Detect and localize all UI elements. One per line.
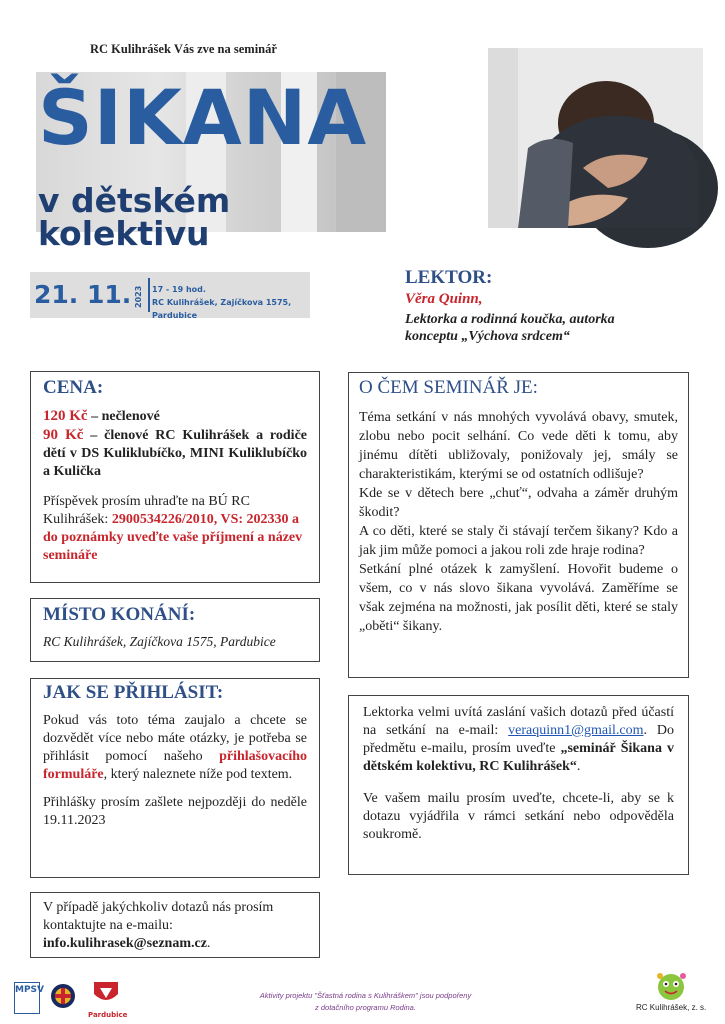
about-box [348,372,689,678]
lektor-questions-box [348,695,689,875]
venue-heading: MÍSTO KONÁNÍ: [43,604,196,625]
about-p4: Setkání plné otázek k zamyšlení. Hovořit budeme o všem, co v nás slovo šikana vyvolává. Zaměříme se však zejména na možnosti, jak posílit děti, které se staly „oběti“ šikany. [359,562,678,634]
venue-address: RC Kulihrášek, Zajíčkova 1575, Pardubice [43,634,276,649]
lektor-email-link[interactable]: veraquinn1@gmail.com [508,723,644,738]
inviter-text: RC Kulihrášek Vás zve na seminář [90,42,277,56]
contact-box [30,892,320,958]
kulihrasek-logo [652,970,690,1002]
about-p3: A co děti, které se staly či stávají terčem šikany? Kdo a jak jim může pomoci a jakou roli zde hraje rodina? [359,524,678,558]
registration-form-link[interactable]: přihlašovacího formuláře [43,749,307,782]
lektor-name: Věra Quinn, [405,291,483,307]
lektor-heading: LEKTOR: [405,267,493,288]
price-member: 90 Kč – členové RC Kulihrášek a rodiče dětí v DS Kuliklubíčko, MINI Kuliklubíčko a Kulička [43,427,307,479]
price-box [30,371,320,583]
pardubice-label: Pardubice [88,1011,128,1019]
price-nonmember: 120 Kč – nečlenové [43,408,160,424]
title-banner [36,72,386,253]
venue-box [30,598,320,662]
event-year: 2023 [134,285,143,308]
questions-text: Lektorka velmi uvítá zaslání vašich dotazů před účastí na setkání na e-mail: veraquinn1@gmail.com. Do předmětu e-mailu, prosím uveďte „seminář Šikana v dětském kolektivu, RC Kulihrášek“. [363,705,674,774]
event-time: 17 - 19 hod. [152,285,206,294]
pardubice-city-logo [88,980,128,1019]
registration-text: Pokud vás toto téma zaujalo a chcete se dozvědět více nebo máte otázky, je potřeba se přihlásit pomocí našeho přihlašovacího formuláře, který naleznete níže pod textem. [43,713,307,782]
event-place: RC Kulihrášek, Zajíčkova 1575, Pardubice [152,298,292,320]
about-p2: Kde se v dětech bere „chuť“, odvaha a záměr druhým škodit? [359,486,678,520]
page-subtitle: v dětském kolektivu [38,181,231,253]
pardubice-region-logo [50,983,76,1009]
about-p1: Téma setkání v nás mnohých vyvolává obavy, smutek, zlobu nebo pocit selhání. Co vede děti k tomu, aby jinému dítěti ubližovaly, ponižovaly jej, smály se charakteristikám, kterými se od ostatních odlišuje? [359,410,678,482]
about-heading: O ČEM SEMINÁŘ JE: [359,377,538,398]
event-date: 21. 11. [34,280,132,309]
hugging-child-photo [488,48,703,228]
payment-info: Příspěvek prosím uhraďte na BÚ RC Kulihrášek: 2900534226/2010, VS: 202330 a do poznámky uveďte vaše příjmení a název semináře [43,494,303,563]
contact-text: V případě jakýchkoliv dotazů nás prosím kontaktujte na e-mailu: info.kulihrasek@seznam.cz. [43,900,274,951]
mpsv-logo: MPSV [14,982,40,1014]
registration-box [30,678,320,878]
page-title: ŠIKANA [38,73,368,162]
contact-email[interactable]: info.kulihrasek@seznam.cz [43,936,207,951]
event-time-place [152,283,310,322]
registration-heading: JAK SE PŘIHLÁSIT: [43,682,224,703]
price-heading: CENA: [43,377,104,398]
org-name: RC Kulihrášek, z. s. [636,1003,707,1012]
footer-note: Aktivity projektu "Šťastná rodina s Kulihráškem" jsou podpořeny z dotačního programu Rodina. [259,991,472,1012]
registration-deadline: Přihlášky prosím zašlete nejpozději do neděle 19.11.2023 [43,795,307,828]
lektor-description: Lektorka a rodinná koučka, autorka konceptu „Výchova srdcem“ [405,312,615,344]
date-bar [30,272,310,318]
questions-p2: Ve vašem mailu prosím uveďte, chcete-li, aby se k dotazu vyjádřila v rámci setkání nebo odpověděla soukromě. [363,791,674,842]
